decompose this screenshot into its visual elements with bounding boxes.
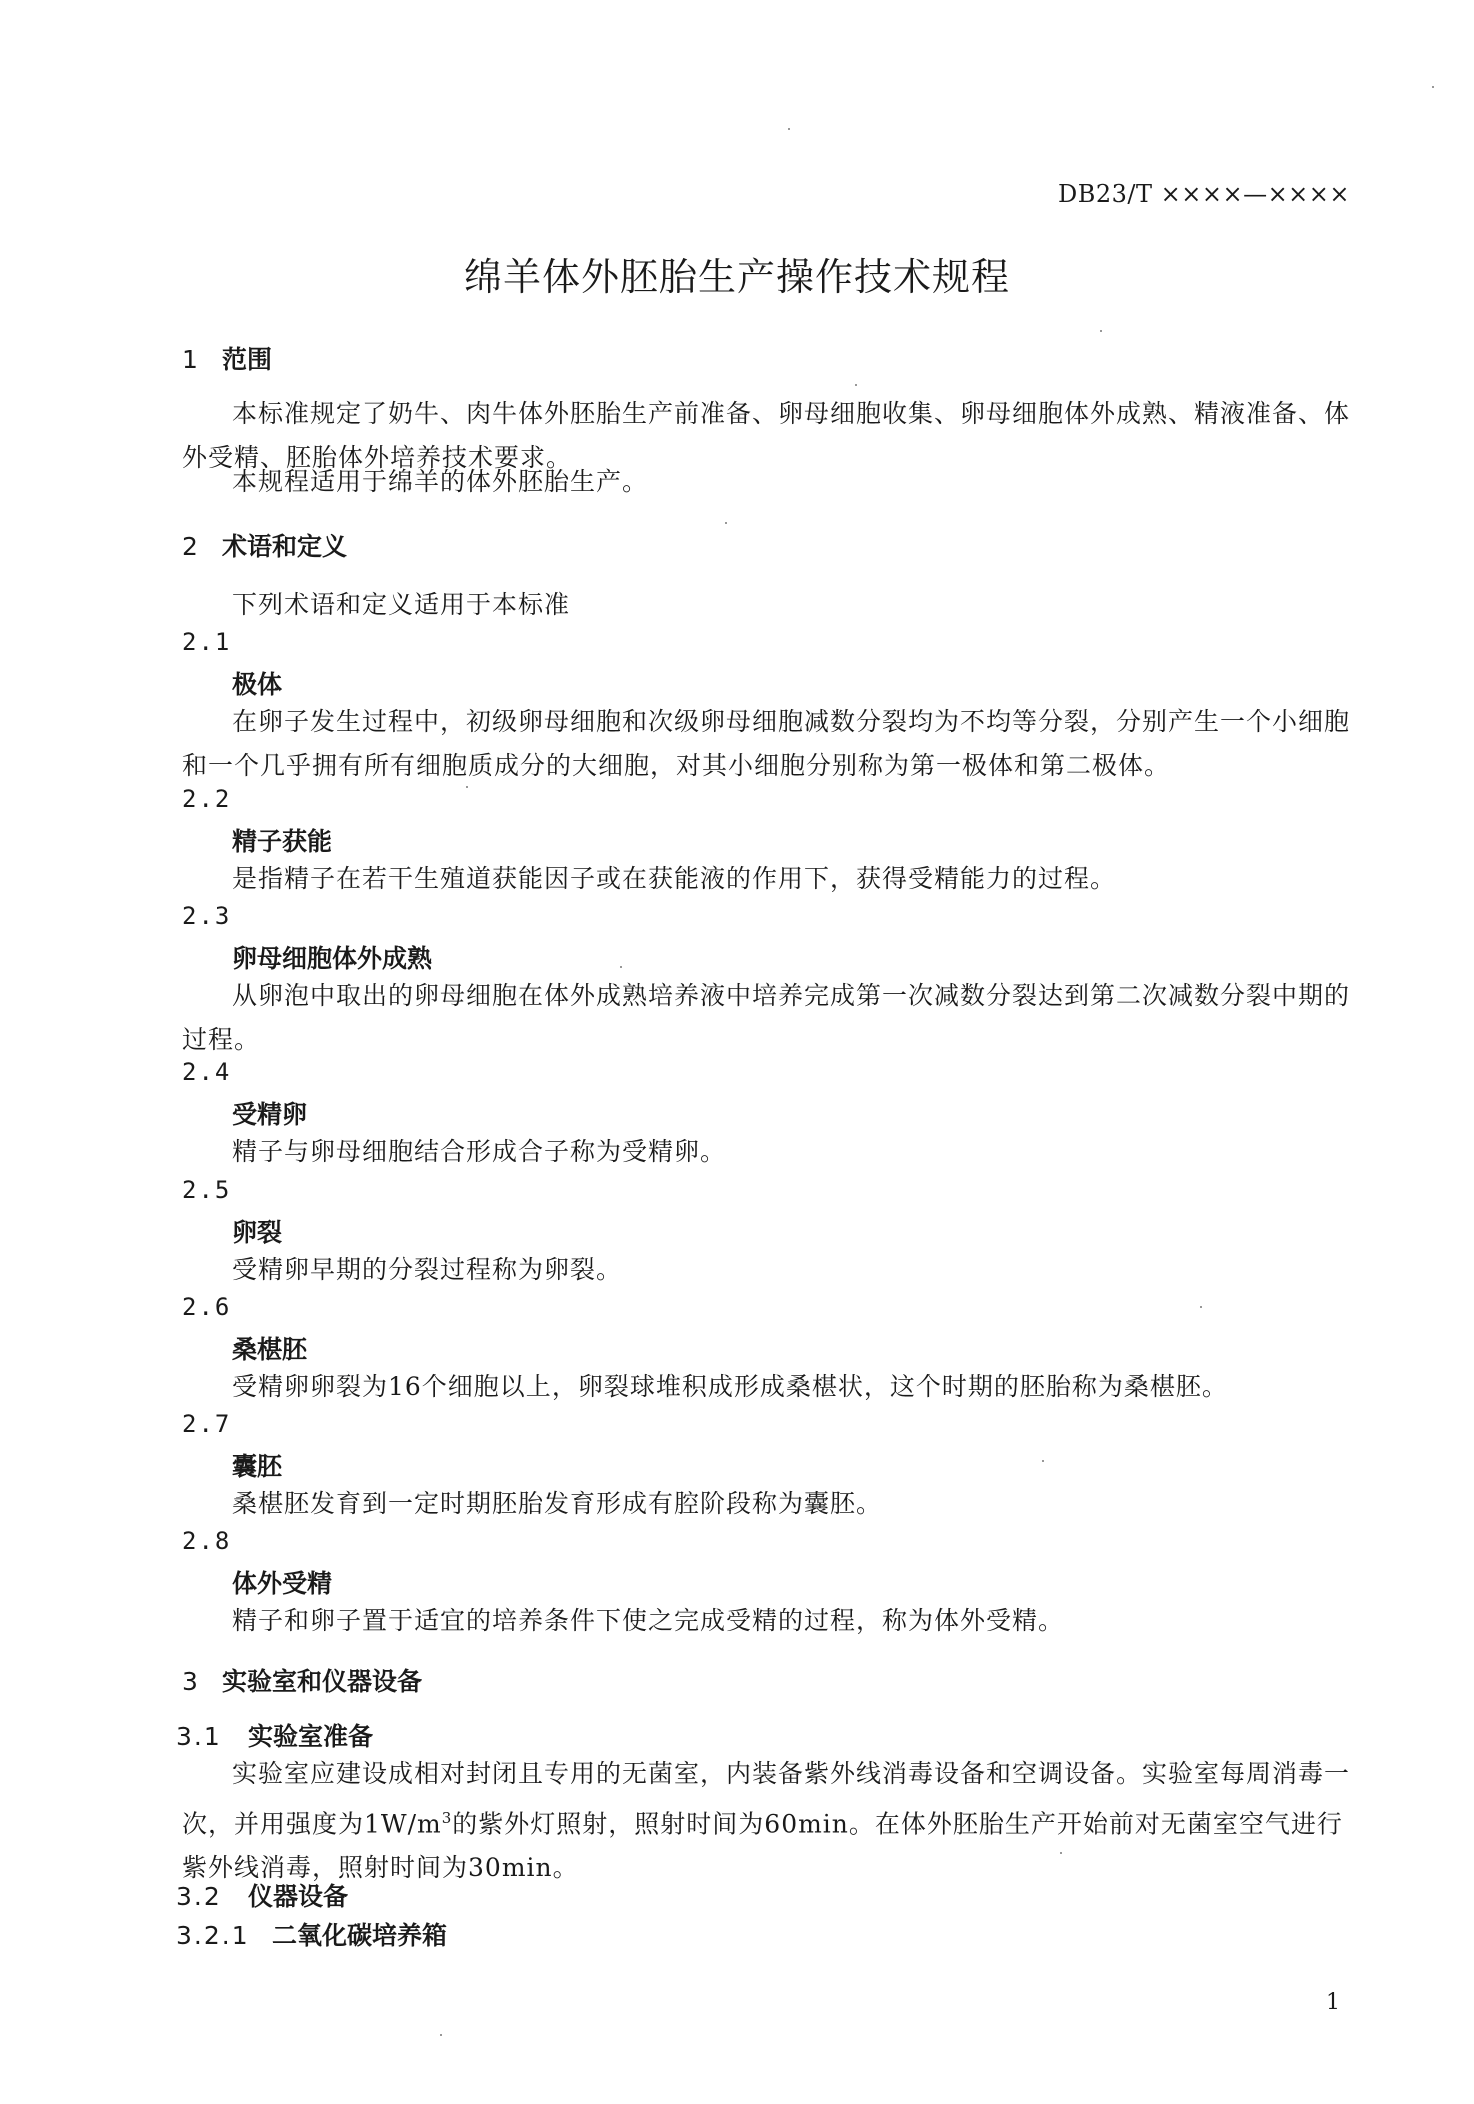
- term-name: 卵母细胞体外成熟: [232, 944, 433, 973]
- term-name: 极体: [232, 670, 283, 699]
- scan-speck: [1432, 86, 1434, 88]
- terms-intro: 下列术语和定义适用于本标准: [232, 590, 571, 619]
- term-number: 2.4: [182, 1058, 232, 1086]
- term-number: 2.6: [182, 1293, 232, 1321]
- subsection-3-1-heading: [176, 1717, 373, 1753]
- section-number: 3: [182, 1667, 198, 1696]
- section-3-heading: [182, 1662, 422, 1698]
- section-number: 2: [182, 532, 198, 561]
- subsection-title: 仪器设备: [248, 1882, 349, 1911]
- scan-speck: [620, 966, 622, 968]
- term-definition: 受精卵早期的分裂过程称为卵裂。: [232, 1255, 623, 1284]
- paragraph-scope-2: 本规程适用于绵羊的体外胚胎生产。: [232, 467, 649, 496]
- lab-text-part-2: 的紫外灯照射，照射时间为60min。在体外胚胎生产开始前对无菌室空气进行紫外线消毒，照射时间为30min。: [182, 1809, 1343, 1883]
- lab-text-superscript: 3: [441, 1809, 453, 1827]
- term-definition: 在卵子发生过程中，初级卵母细胞和次级卵母细胞减数分裂均为不均等分裂，分别产生一个小细胞和一个几乎拥有所有细胞质成分的大细胞，对其小细胞分别称为第一极体和第二极体。: [182, 707, 1351, 780]
- term-name: 受精卵: [232, 1100, 308, 1129]
- page-number: 1: [1326, 1990, 1340, 2015]
- subsection-title: 二氧化碳培养箱: [272, 1921, 448, 1950]
- scan-speck: [1100, 330, 1102, 332]
- term-definition: 精子和卵子置于适宜的培养条件下使之完成受精的过程，称为体外受精。: [232, 1606, 1065, 1635]
- document-id: DB23/T ××××—××××: [1057, 180, 1350, 208]
- term-number: 2.1: [182, 628, 232, 656]
- paragraph-lab-preparation: [182, 1752, 1350, 1890]
- term-name: 桑椹胚: [232, 1335, 308, 1364]
- subsection-number: 3.1: [176, 1722, 222, 1751]
- section-title: 术语和定义: [222, 532, 348, 561]
- term-number: 2.7: [182, 1410, 232, 1438]
- subsection-title: 实验室准备: [248, 1722, 374, 1751]
- term-number: 2.3: [182, 902, 232, 930]
- term-number: 2.5: [182, 1176, 232, 1204]
- term-name: 精子获能: [232, 827, 333, 856]
- scan-speck: [466, 786, 468, 788]
- section-title: 实验室和仪器设备: [222, 1667, 423, 1696]
- scan-speck: [788, 128, 790, 130]
- subsection-3-2-1-heading: [176, 1916, 447, 1952]
- document-title: 绵羊体外胚胎生产操作技术规程: [463, 255, 1010, 299]
- section-2-heading: [182, 527, 347, 563]
- scan-speck: [1042, 1460, 1044, 1462]
- term-definition: 是指精子在若干生殖道获能因子或在获能液的作用下，获得受精能力的过程。: [232, 864, 1117, 893]
- lab-text-part-1: 实验室应建设成相对封闭且专用的无菌室，内装备紫外线消毒设备和空调设备。实验室每周消毒一次，并用强度为1W/m: [182, 1759, 1351, 1839]
- scan-speck: [855, 384, 857, 386]
- term-name: 体外受精: [232, 1569, 333, 1598]
- term-definition: 桑椹胚发育到一定时期胚胎发育形成有腔阶段称为囊胚。: [232, 1489, 883, 1518]
- subsection-number: 3.2: [176, 1882, 222, 1911]
- term-number: 2.2: [182, 785, 232, 813]
- term-name: 囊胚: [232, 1452, 283, 1481]
- scan-speck: [1060, 1852, 1062, 1854]
- subsection-number: 3.2.1: [176, 1921, 250, 1950]
- section-title: 范围: [222, 345, 273, 374]
- section-number: 1: [182, 345, 198, 374]
- scan-speck: [725, 522, 727, 524]
- scan-speck: [1200, 1306, 1202, 1308]
- term-definition: 从卵泡中取出的卵母细胞在体外成熟培养液中培养完成第一次减数分裂达到第二次减数分裂中期的过程。: [182, 981, 1351, 1054]
- paragraph-scope-1: 本标准规定了奶牛、肉牛体外胚胎生产前准备、卵母细胞收集、卵母细胞体外成熟、精液准备、体外受精、胚胎体外培养技术要求。: [182, 399, 1351, 472]
- scan-speck: [440, 2034, 442, 2036]
- term-definition: 受精卵卵裂为16个细胞以上，卵裂球堆积成形成桑椹状，这个时期的胚胎称为桑椹胚。: [232, 1372, 1228, 1401]
- term-number: 2.8: [182, 1527, 232, 1555]
- section-1-heading: [182, 340, 272, 376]
- subsection-3-2-heading: [176, 1877, 348, 1913]
- term-name: 卵裂: [232, 1218, 283, 1247]
- term-definition: 精子与卵母细胞结合形成合子称为受精卵。: [232, 1137, 727, 1166]
